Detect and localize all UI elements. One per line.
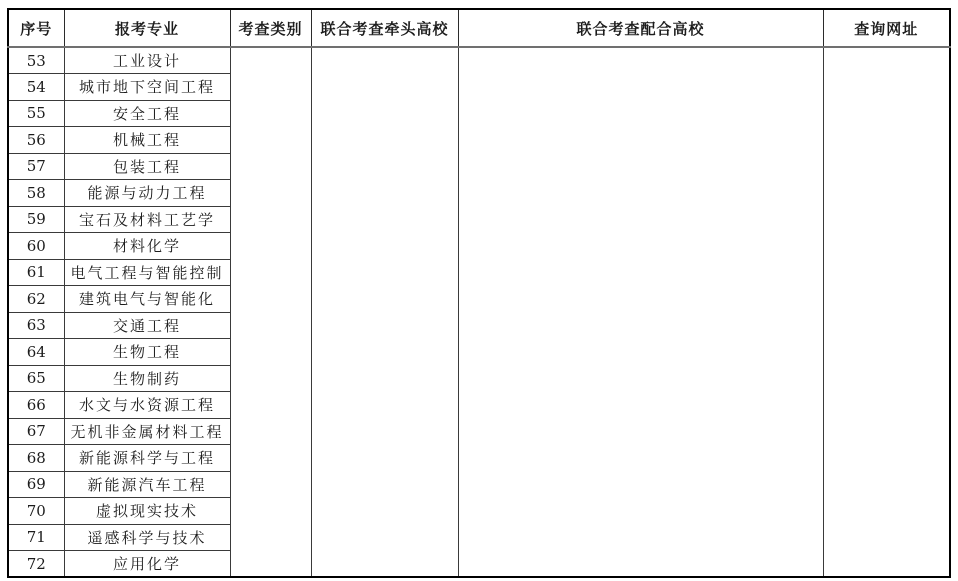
- col-header-query-url: 查询网址: [823, 9, 950, 47]
- serial-number-cell: 64: [8, 339, 64, 366]
- major-cell: 机械工程: [64, 127, 230, 154]
- col-header-serial-number: 序号: [8, 9, 64, 47]
- col-header-applied-major: 报考专业: [64, 9, 230, 47]
- serial-number-cell: 69: [8, 471, 64, 498]
- major-cell: 水文与水资源工程: [64, 392, 230, 419]
- major-cell: 生物工程: [64, 339, 230, 366]
- cooperating-universities-merged-cell: [458, 47, 823, 577]
- major-cell: 应用化学: [64, 551, 230, 578]
- serial-number-cell: 56: [8, 127, 64, 154]
- major-cell: 新能源汽车工程: [64, 471, 230, 498]
- major-cell: 电气工程与智能控制: [64, 259, 230, 286]
- major-cell: 交通工程: [64, 312, 230, 339]
- serial-number-cell: 61: [8, 259, 64, 286]
- serial-number-cell: 65: [8, 365, 64, 392]
- major-cell: 遥感科学与技术: [64, 524, 230, 551]
- serial-number-cell: 53: [8, 47, 64, 74]
- major-cell: 建筑电气与智能化: [64, 286, 230, 313]
- lead-university-merged-cell: [311, 47, 458, 577]
- major-inspection-table: [7, 8, 951, 578]
- major-cell: 虚拟现实技术: [64, 498, 230, 525]
- major-cell: 材料化学: [64, 233, 230, 260]
- serial-number-cell: 60: [8, 233, 64, 260]
- major-cell: 生物制药: [64, 365, 230, 392]
- table-row: [8, 47, 950, 74]
- serial-number-cell: 59: [8, 206, 64, 233]
- serial-number-cell: 71: [8, 524, 64, 551]
- col-header-lead-university: 联合考查牵头高校: [311, 9, 458, 47]
- serial-number-cell: 55: [8, 100, 64, 127]
- major-cell: 能源与动力工程: [64, 180, 230, 207]
- serial-number-cell: 72: [8, 551, 64, 578]
- serial-number-cell: 58: [8, 180, 64, 207]
- serial-number-cell: 54: [8, 74, 64, 101]
- col-header-cooperating-universities: 联合考查配合高校: [458, 9, 823, 47]
- serial-number-cell: 57: [8, 153, 64, 180]
- major-cell: 工业设计: [64, 47, 230, 74]
- exam-category-merged-cell: [230, 47, 311, 577]
- serial-number-cell: 66: [8, 392, 64, 419]
- header-row: [8, 9, 950, 47]
- query-url-merged-cell: [823, 47, 950, 577]
- major-cell: 安全工程: [64, 100, 230, 127]
- serial-number-cell: 67: [8, 418, 64, 445]
- major-cell: 城市地下空间工程: [64, 74, 230, 101]
- major-cell: 包装工程: [64, 153, 230, 180]
- major-cell: 新能源科学与工程: [64, 445, 230, 472]
- serial-number-cell: 63: [8, 312, 64, 339]
- serial-number-cell: 68: [8, 445, 64, 472]
- col-header-exam-category: 考查类别: [230, 9, 311, 47]
- page: [0, 8, 958, 581]
- major-cell: 宝石及材料工艺学: [64, 206, 230, 233]
- major-cell: 无机非金属材料工程: [64, 418, 230, 445]
- serial-number-cell: 62: [8, 286, 64, 313]
- serial-number-cell: 70: [8, 498, 64, 525]
